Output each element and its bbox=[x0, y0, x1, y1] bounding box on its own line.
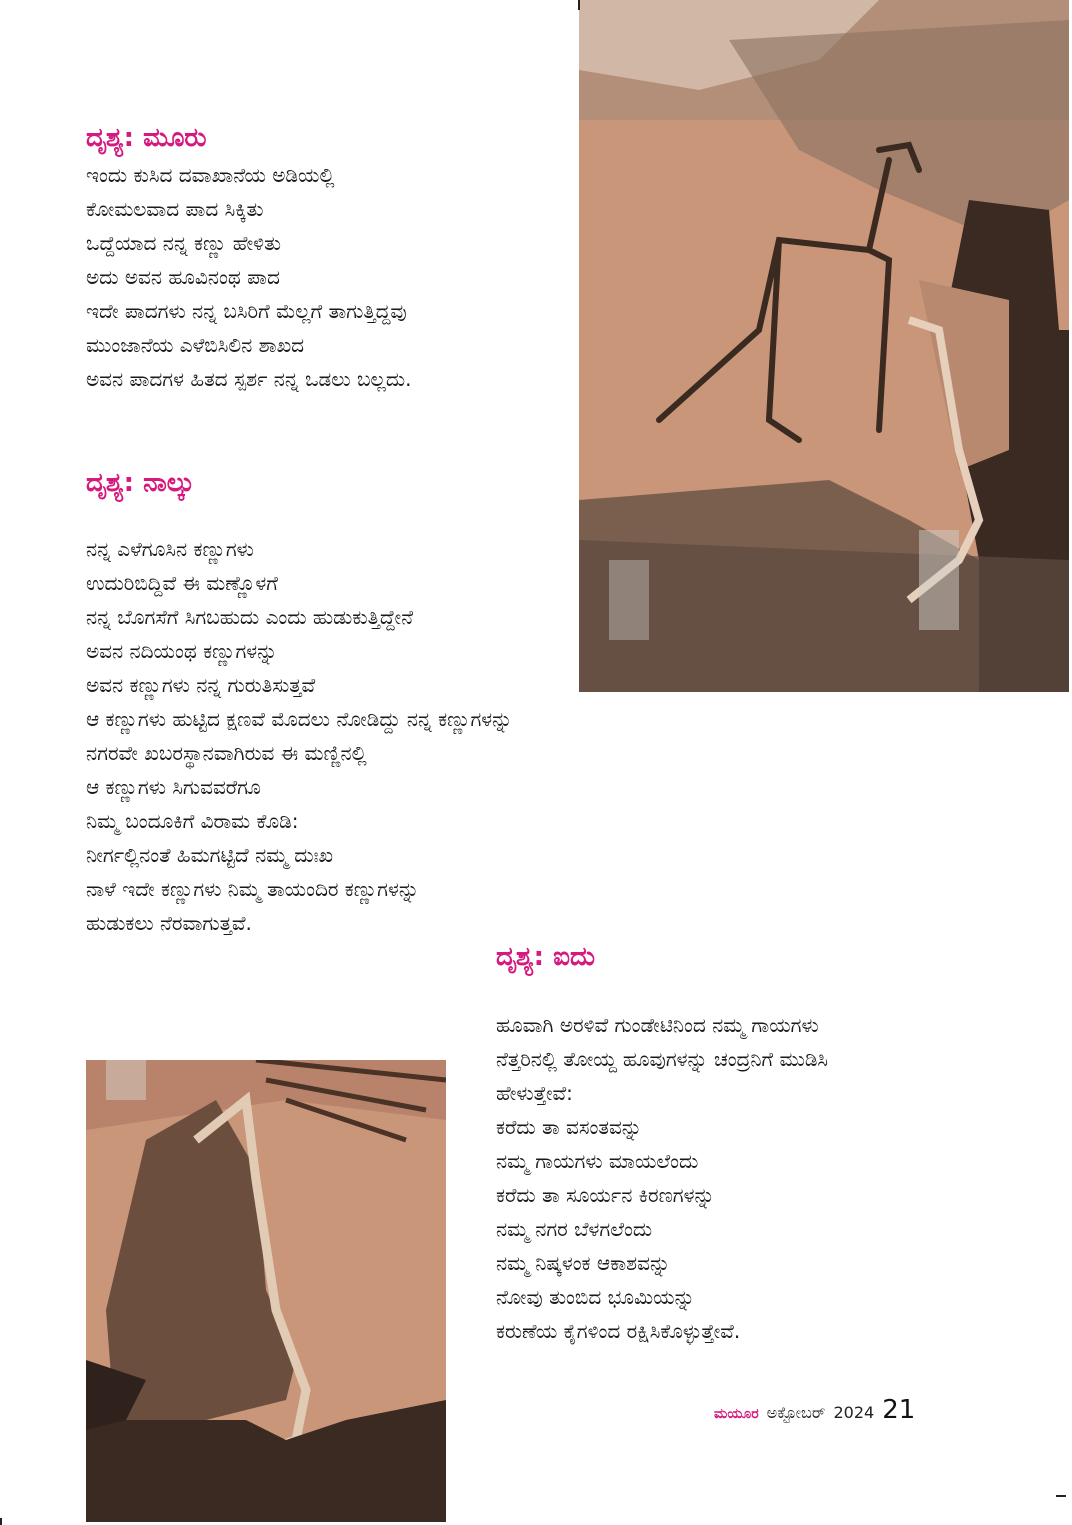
poem-line: ನೋವು ತುಂಬಿದ ಭೂಮಿಯನ್ನು bbox=[496, 1285, 695, 1309]
scene-five-poem bbox=[496, 1008, 828, 1348]
issue-year: 2024 bbox=[833, 1403, 875, 1422]
painting-figure-abstract-svg bbox=[86, 1060, 446, 1522]
scene-five-heading: ದೃಶ್ಯ: ಐದು bbox=[496, 942, 596, 972]
crop-mark bbox=[1056, 1495, 1066, 1497]
poem-line: ನೀರ್ಗಲ್ಲಿನಂತೆ ಹಿಮಗಟ್ಟಿದೆ ನಮ್ಮ ದುಃಖ bbox=[86, 843, 334, 867]
poem-line: ಇದೇ ಪಾದಗಳು ನನ್ನ ಬಸಿರಿಗೆ ಮೆಲ್ಲಗೆ ತಾಗುತ್ತಿದ್ದವು bbox=[86, 299, 407, 323]
poem-line: ಕೋಮಲವಾದ ಪಾದ ಸಿಕ್ಕಿತು bbox=[86, 197, 264, 221]
poem-line: ಅವನ ಕಣ್ಣುಗಳು ನನ್ನ ಗುರುತಿಸುತ್ತವೆ bbox=[86, 673, 316, 697]
crop-mark bbox=[0, 1518, 2, 1525]
poem-line: ಉದುರಿಬಿದ್ದಿವೆ ಈ ಮಣ್ಣೊಳಗೆ bbox=[86, 571, 278, 595]
poem-line: ನಿಮ್ಮ ಬಂದೂಕಿಗೆ ವಿರಾಮ ಕೊಡಿ: bbox=[86, 809, 299, 833]
poem-line: ನನ್ನ ಎಳೆಗೂಸಿನ ಕಣ್ಣುಗಳು bbox=[86, 537, 254, 561]
issue-month: ಅಕ್ಟೋಬರ್ bbox=[766, 1403, 826, 1422]
poem-line: ಅದು ಅವನ ಹೂವಿನಂಥ ಪಾದ bbox=[86, 265, 280, 289]
painting-figure-on-chair-svg bbox=[579, 0, 1069, 692]
page-footer bbox=[714, 1395, 915, 1425]
crop-mark bbox=[578, 0, 580, 10]
poem-line: ಮುಂಜಾನೆಯ ಎಳೆಬಿಸಿಲಿನ ಶಾಖದ bbox=[86, 333, 305, 357]
poem-line: ನಗರವೇ ಖಬರಸ್ಥಾನವಾಗಿರುವ ಈ ಮಣ್ಣಿನಲ್ಲಿ bbox=[86, 741, 367, 765]
poem-line: ನಮ್ಮ ನಿಷ್ಕಳಂಕ ಆಕಾಶವನ್ನು bbox=[496, 1251, 671, 1275]
poem-line: ನಮ್ಮ ನಗರ ಬೆಳಗಲೆಂದು bbox=[496, 1217, 653, 1241]
poem-line: ನನ್ನ ಬೊಗಸೆಗೆ ಸಿಗಬಹುದು ಎಂದು ಹುಡುಕುತ್ತಿದ್ದೇನೆ bbox=[86, 605, 414, 629]
poem-line: ಆ ಕಣ್ಣುಗಳು ಹುಟ್ಟಿದ ಕ್ಷಣವೆ ಮೊದಲು ನೋಡಿದ್ದು ನನ್ನ ಕಣ್ಣುಗಳನ್ನು bbox=[86, 707, 513, 731]
scene-four-heading: ದೃಶ್ಯ: ನಾಲ್ಕು bbox=[86, 468, 195, 498]
magazine-name: ಮಯೂರ bbox=[714, 1406, 759, 1422]
poem-line: ಕರೆದು ತಾ ಸೂರ್ಯನ ಕಿರಣಗಳನ್ನು bbox=[496, 1183, 715, 1207]
painting-figure-abstract bbox=[86, 1060, 446, 1522]
poem-line: ಇಂದು ಕುಸಿದ ದವಾಖಾನೆಯ ಅಡಿಯಲ್ಲಿ bbox=[86, 163, 335, 187]
page-number: 21 bbox=[882, 1395, 916, 1425]
poem-line: ಆ ಕಣ್ಣುಗಳು ಸಿಗುವವರೆಗೂ bbox=[86, 775, 261, 799]
poem-line: ಅವನ ನದಿಯಂಥ ಕಣ್ಣುಗಳನ್ನು bbox=[86, 639, 278, 663]
poem-line: ಹೇಳುತ್ತೇವೆ: bbox=[496, 1081, 573, 1105]
poem-line: ಹುಡುಕಲು ನೆರವಾಗುತ್ತವೆ. bbox=[86, 911, 252, 935]
poem-line: ಕರೆದು ತಾ ವಸಂತವನ್ನು bbox=[496, 1115, 642, 1139]
scene-three-poem bbox=[86, 158, 411, 396]
painting-figure-on-chair bbox=[579, 0, 1069, 692]
scene-four-poem bbox=[86, 532, 512, 940]
poem-line: ಹೂವಾಗಿ ಅರಳಿವೆ ಗುಂಡೇಟಿನಿಂದ ನಮ್ಮ ಗಾಯಗಳು bbox=[496, 1013, 819, 1037]
poem-line: ಒದ್ದೆಯಾದ ನನ್ನ ಕಣ್ಣು ಹೇಳಿತು bbox=[86, 231, 282, 255]
poem-line: ನೆತ್ತರಿನಲ್ಲಿ ತೋಯ್ದ ಹೂವುಗಳನ್ನು ಚಂದ್ರನಿಗೆ ಮುಡಿಸಿ bbox=[496, 1047, 829, 1071]
poem-line: ನಮ್ಮ ಗಾಯಗಳು ಮಾಯಲೆಂದು bbox=[496, 1149, 699, 1173]
poem-line: ನಾಳೆ ಇದೇ ಕಣ್ಣುಗಳು ನಿಮ್ಮ ತಾಯಂದಿರ ಕಣ್ಣುಗಳನ್ನು bbox=[86, 877, 420, 901]
poem-line: ಕರುಣೆಯ ಕೈಗಳಿಂದ ರಕ್ಷಿಸಿಕೊಳ್ಳುತ್ತೇವೆ. bbox=[496, 1319, 741, 1343]
scene-three-heading: ದೃಶ್ಯ: ಮೂರು bbox=[86, 123, 207, 153]
poem-line: ಅವನ ಪಾದಗಳ ಹಿತದ ಸ್ಪರ್ಶ ನನ್ನ ಒಡಲು ಬಲ್ಲದು. bbox=[86, 367, 412, 391]
